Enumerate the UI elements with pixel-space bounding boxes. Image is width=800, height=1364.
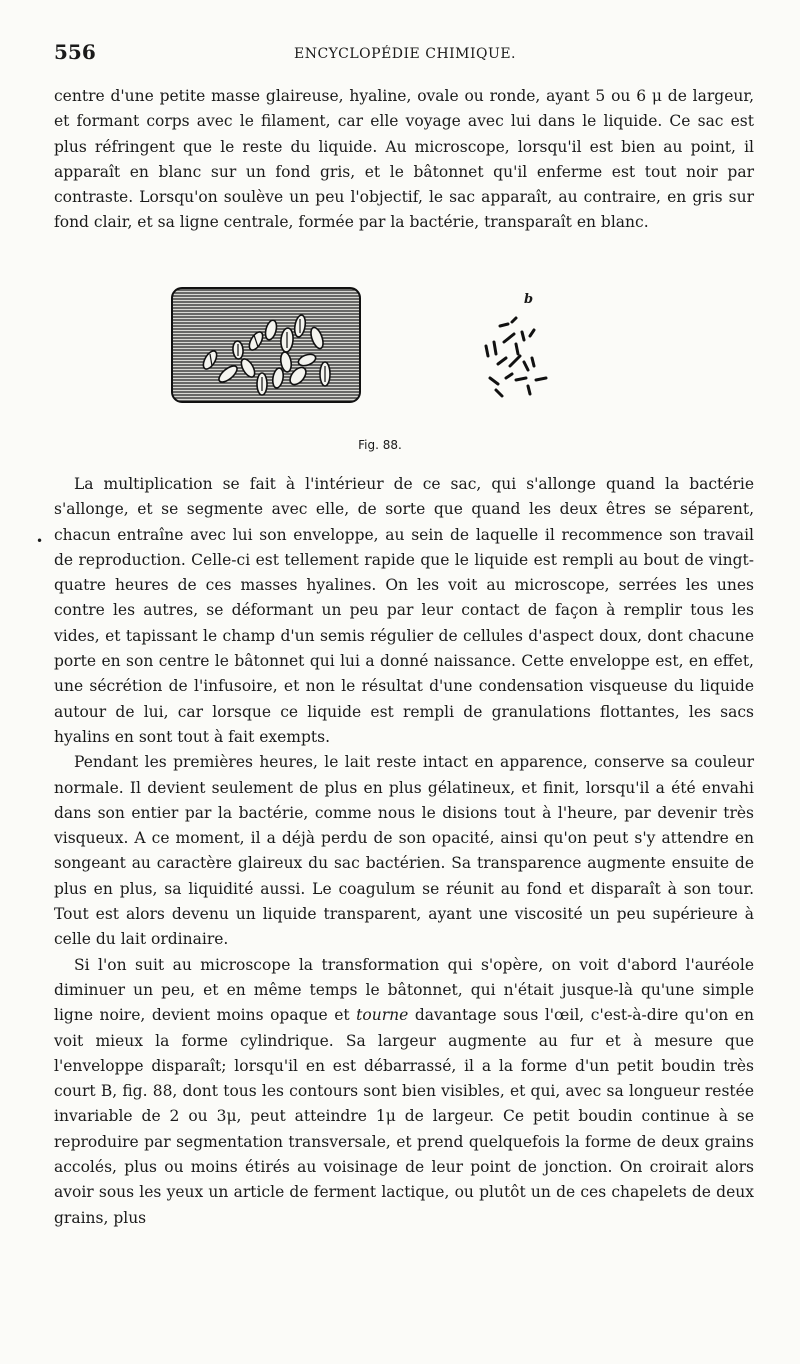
paragraph-microscope-part-1: Si l'on suit au microscope la transformation qui s'opère, on voit d'abord l'auréole diminuer un peu, et en même temps le bâtonnet, qui n'était jusque-là qu'une simple ligne noire, devient moins opaque et [54,955,754,1025]
paragraph-microscope-part-2: davantage sous l'œil, c'est-à-dire qu'on en voit mieux la forme cylindrique. Sa largeur augmente au fur et à mesure que l'enveloppe disparaît; lorsqu'il en est débarrassé, il a la forme d'un petit boudin très court B, fig. 88, dont tous les contours sont bien visibles, et qui, avec sa longueur restée invariable de 2 ou 3μ, peut atteindre 1μ de largeur. Ce petit boudin continue à se reproduire par segmentation transversale, et prend quelquefois la forme de deux grains accolés, plus ou moins étirés au voisinage de leur point de jonction. On croirait alors avoir sous les yeux un article de ferment lactique, ou plutôt un de ces chapelets de deux grains, plus [54,1006,754,1227]
margin-mark: • [36,534,44,548]
paragraph-milk: Pendant les premières heures, le lait reste intact en apparence, conserve sa couleur normale. Il devient seulement de plus en plus gélatineux, et finit, lorsqu'il a été envahi dans son entier par la bactérie, comme nous le disions tout à l'heure, par devenir très visqueux. A ce moment, il a déjà perdu de son opacité, ainsi qu'on peut s'y attendre en songeant au caractère glaireux du sac bactérien. Sa transparence augmente ensuite de plus en plus, sa liquidité aussi. Le coagulum se réunit au fond et disparaît à son tour. Tout est alors devenu un liquide transparent, ayant une viscosité un peu supérieure à celle du lait ordinaire. [54,753,754,949]
page-number: 556 [54,40,96,64]
text-block-top [54,84,754,236]
text-block-main [54,472,754,1231]
running-title: ENCYCLOPÉDIE CHIMIQUE. [294,46,516,62]
figure-panel-b-illustration [470,298,560,404]
page-header [54,40,754,70]
paragraph-continuation: centre d'une petite masse glaireuse, hyaline, ovale ou ronde, ayant 5 ou 6 μ de largeur, et formant corps avec le filament, car elle voyage avec lui dans le liquide. Ce sac est plus réfringent que le reste du liquide. Au microscope, lorsqu'il est bien au point, il apparaît en blanc sur un fond gris, et le bâtonnet qu'il enferme est tout noir par contraste. Lorsqu'on soulève un peu l'objectif, le sac apparaît, au contraire, en gris sur fond clair, et sa ligne centrale, formée par la bactérie, transparaît en blanc. [54,87,754,232]
figure-caption: Fig. 88. [358,438,402,452]
paragraph-microscope [54,953,754,1231]
paragraph-multiplication: La multiplication se fait à l'intérieur de ce sac, qui s'allonge quand la bactérie s'allonge, et se segmente avec elle, de sorte que quand les deux êtres se séparent, chacun entraîne avec lui son enveloppe, au sein de laquelle il recommence son travail de reproduction. Celle-ci est tellement rapide que le liquide est rempli au bout de vingt-quatre heures de ces masses hyalines. On les voit au microscope, serrées les unes contre les autres, se déformant un peu par leur contact de façon à remplir tous les vides, et tapissant le champ d'un semis régulier de cellules d'aspect doux, dont chacune porte en son centre le bâtonnet qui lui a donné naissance. Cette enveloppe est, en effet, une sécrétion de l'infusoire, et non le résultat d'une condensation visqueuse du liquide autour de lui, car lorsque ce liquide est rempli de granulations flottantes, les sacs hyalins en sont tout à fait exempts. [54,475,754,746]
emphasis-word: tourne [356,1006,409,1025]
figure-panel-a-illustration [170,286,362,404]
figure-88 [170,284,590,454]
figure-label-b: b [524,292,534,307]
